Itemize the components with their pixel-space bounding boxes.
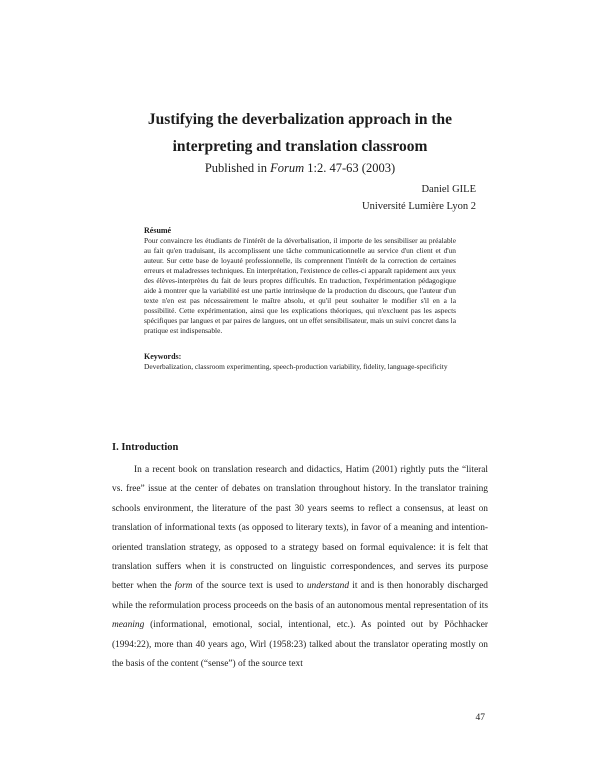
intro-text-part-3: it and is then honorably discharged while the reformulation process proceeds on the basis of an autonomous mental representation of its	[112, 581, 488, 611]
intro-emphasis-form: form	[174, 581, 193, 592]
introduction-paragraph	[112, 461, 488, 674]
abstract-text: Pour convaincre les étudiants de l'intérêt de la déverbalisation, il importe de les sensibiliser au préalable au fait qu'en traduisant, ils accomplissent une tâche communicationnelle au service d'un client et d'un auteur. Sur cette base de loyauté professionnelle, ils comprennent l'intérêt de la correction de certaines erreurs et maladresses techniques. En interprétation, l'existence de celles-ci apparaît rapidement aux yeux des élèves-interprètes du fait de leurs propres difficultés. En traduction, l'expérimentation pédagogique aide à montrer que la variabilité est une partie intrinsèque de la production du discours, que l'auteur d'un texte n'en est pas nécessairement le maître absolu, et qu'il peut souhaiter le modifier s'il en a la possibilité. Cette expérimentation, ainsi que les explications théoriques, qui n'excluent pas les aspects spécifiques par langues et par paires de langues, ont un effet sensibilisateur, mais un suivi concret dans la pratique est indispensable.	[144, 236, 456, 335]
section-heading-introduction: I. Introduction	[112, 442, 179, 453]
publication-info	[90, 160, 510, 176]
intro-emphasis-meaning: meaning	[112, 620, 145, 631]
intro-emphasis-understand: understand	[306, 581, 350, 592]
paper-title-line-1: Justifying the deverbalization approach in the	[147, 111, 453, 128]
journal-name: Forum	[270, 161, 305, 175]
publication-details: 1:2. 47-63 (2003)	[304, 161, 396, 175]
abstract-heading: Résumé	[144, 226, 172, 235]
intro-text-part-2: of the source text is used to	[192, 581, 307, 592]
page-number: 47	[475, 713, 485, 723]
keywords-heading: Keywords:	[144, 352, 182, 361]
paper-title-line-2: interpreting and translation classroom	[172, 138, 428, 155]
intro-text-part-4: (informational, emotional, social, intentional, etc.). As pointed out by Pöchhacker (1994:22), more than 40 years ago, Wirl (1958:23) talked about the translator operating mostly on the basis of the content (“sense”) of the source text	[112, 620, 488, 670]
author-name: Daniel GILE	[421, 184, 476, 195]
keywords-text: Deverbalization, classroom experimenting, speech-production variability, fidelity, language-specificity	[144, 362, 448, 371]
author-affiliation: Université Lumière Lyon 2	[361, 201, 476, 212]
intro-text-part-1: In a recent book on translation research and didactics, Hatim (2001) rightly puts the “literal vs. free” issue at the center of debates on translation throughout history. In the translator training schools environment, the literature of the past 30 years seems to reflect a consensus, at least on translation of informational texts (as opposed to literary texts), in favor of a meaning and intention-oriented translation strategy, as opposed to a strategy based on formal equivalence: it is felt that translation suffers when it is constructed on linguistic correspondences, and serves its purpose better when the	[112, 465, 488, 592]
publication-prefix: Published in	[204, 161, 271, 175]
